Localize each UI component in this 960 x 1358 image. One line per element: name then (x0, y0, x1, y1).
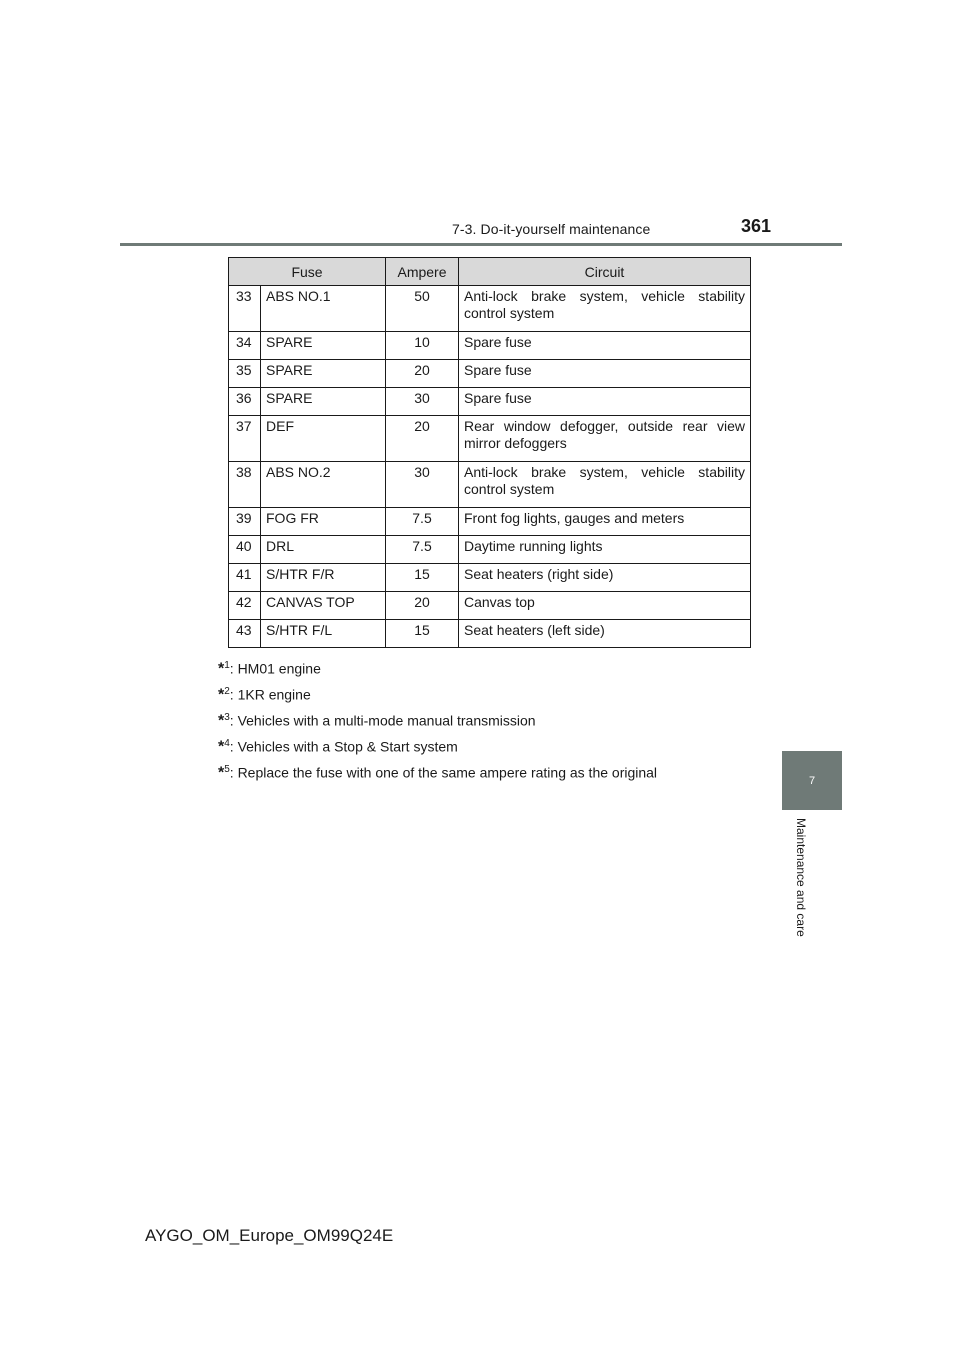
fuse-number: 41 (229, 564, 261, 592)
footnote-mark: * (218, 660, 225, 678)
chapter-number: 7 (808, 774, 816, 787)
fuse-number: 37 (229, 416, 261, 462)
fuse-circuit: Anti-lock brake system, vehicle stability control system (459, 286, 751, 332)
table-row (229, 564, 751, 592)
chapter-title: Maintenance and care (794, 818, 808, 937)
table-header-row (229, 258, 751, 286)
footnote-ref: 4 (224, 738, 230, 749)
fuse-name: ABS NO.1 (261, 286, 386, 332)
footnote-mark: * (218, 738, 225, 756)
footnote-mark: * (218, 712, 225, 730)
table-row (229, 388, 751, 416)
footnote-ref: 1 (224, 660, 230, 671)
fuse-number: 36 (229, 388, 261, 416)
column-header-ampere: Ampere (386, 258, 459, 286)
fuse-ampere: 20 (386, 360, 459, 388)
footnote (218, 734, 657, 760)
footnote (218, 760, 657, 786)
fuse-name: SPARE (261, 332, 386, 360)
table-row (229, 592, 751, 620)
table-row (229, 286, 751, 332)
fuse-number: 43 (229, 620, 261, 648)
fuse-ampere: 15 (386, 564, 459, 592)
footnote-mark: * (218, 686, 225, 704)
fuse-number: 34 (229, 332, 261, 360)
footnote-text: : Vehicles with a multi-mode manual transmission (229, 712, 536, 729)
fuse-name: FOG FR (261, 508, 386, 536)
footnote (218, 682, 657, 708)
fuse-circuit: Canvas top (459, 592, 751, 620)
fuse-number: 39 (229, 508, 261, 536)
fuse-name: SPARE (261, 360, 386, 388)
fuse-name: ABS NO.2 (261, 462, 386, 508)
fuse-ampere: 7.5 (386, 508, 459, 536)
chapter-tab[interactable] (782, 751, 842, 810)
fuse-name: S/HTR F/R (261, 564, 386, 592)
fuse-table (228, 257, 751, 648)
fuse-number: 42 (229, 592, 261, 620)
footnote (218, 708, 657, 734)
fuse-ampere: 10 (386, 332, 459, 360)
fuse-ampere: 30 (386, 388, 459, 416)
fuse-circuit: Spare fuse (459, 388, 751, 416)
section-title: 7-3. Do-it-yourself maintenance (452, 221, 651, 237)
fuse-circuit: Seat heaters (right side) (459, 564, 751, 592)
footnote-text: : HM01 engine (229, 660, 321, 677)
table-row (229, 508, 751, 536)
page-number: 361 (741, 216, 772, 236)
footnote-text: : 1KR engine (229, 686, 311, 703)
table-row (229, 620, 751, 648)
table-row (229, 462, 751, 508)
fuse-name: SPARE (261, 388, 386, 416)
fuse-circuit: Front fog lights, gauges and meters (459, 508, 751, 536)
footnote-text: : Vehicles with a Stop & Start system (229, 738, 458, 755)
column-header-fuse: Fuse (229, 258, 386, 286)
fuse-ampere: 50 (386, 286, 459, 332)
fuse-circuit: Seat heaters (left side) (459, 620, 751, 648)
footnote-mark: * (218, 764, 225, 782)
fuse-name: DEF (261, 416, 386, 462)
document-code: AYGO_OM_Europe_OM99Q24E (145, 1226, 394, 1245)
fuse-circuit: Rear window defogger, outside rear view mirror defoggers (459, 416, 751, 462)
fuse-circuit: Anti-lock brake system, vehicle stability control system (459, 462, 751, 508)
footnote-ref: 2 (224, 686, 230, 697)
fuse-circuit: Spare fuse (459, 332, 751, 360)
footnote (218, 656, 657, 682)
fuse-ampere: 30 (386, 462, 459, 508)
fuse-name: S/HTR F/L (261, 620, 386, 648)
fuse-number: 35 (229, 360, 261, 388)
fuse-ampere: 20 (386, 592, 459, 620)
fuse-ampere: 7.5 (386, 536, 459, 564)
footnote-text: : Replace the fuse with one of the same ampere rating as the original (229, 764, 658, 781)
fuse-name: DRL (261, 536, 386, 564)
fuse-number: 33 (229, 286, 261, 332)
fuse-name: CANVAS TOP (261, 592, 386, 620)
fuse-ampere: 15 (386, 620, 459, 648)
table-row (229, 332, 751, 360)
footnote-ref: 3 (224, 712, 230, 723)
header-divider (120, 243, 842, 246)
fuse-number: 40 (229, 536, 261, 564)
table-row (229, 416, 751, 462)
table-row (229, 536, 751, 564)
column-header-circuit: Circuit (459, 258, 751, 286)
fuse-ampere: 20 (386, 416, 459, 462)
fuse-circuit: Daytime running lights (459, 536, 751, 564)
fuse-circuit: Spare fuse (459, 360, 751, 388)
footnote-ref: 5 (224, 764, 230, 775)
table-row (229, 360, 751, 388)
footnotes (218, 656, 657, 786)
fuse-number: 38 (229, 462, 261, 508)
